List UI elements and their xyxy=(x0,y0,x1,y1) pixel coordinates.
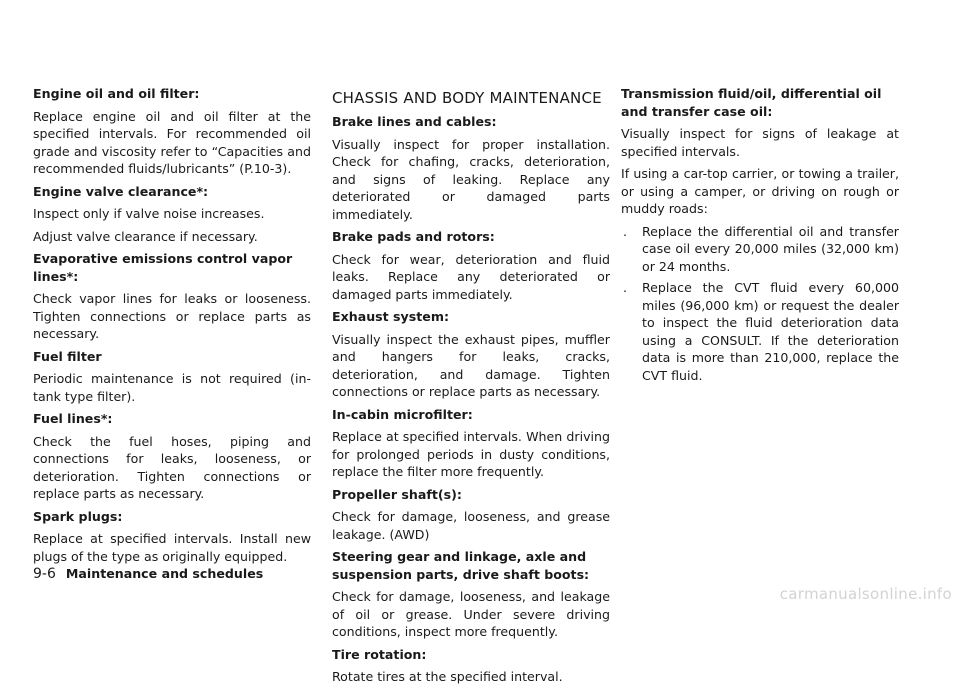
paragraph: If using a car-top carrier, or towing a trailer, or using a camper, or driving on rough or muddy roads: xyxy=(621,166,899,216)
bullet-item xyxy=(621,279,899,384)
item-heading: Brake lines and cables: xyxy=(332,114,497,129)
paragraph: Replace engine oil and oil filter at the specified intervals. For recommended oil grade and viscosity refer to “Capacities and recommended fluids/lubricants” (P.10-3). xyxy=(33,108,311,176)
item-heading: Transmission fluid/oil, differential oil and transfer case oil: xyxy=(621,86,882,119)
item-heading: Tire rotation: xyxy=(332,646,427,662)
item-heading: Fuel filter xyxy=(33,348,102,364)
bullet-list xyxy=(621,223,899,385)
item-heading: In-cabin microfilter: xyxy=(332,406,473,422)
bullet-item xyxy=(621,223,899,276)
bullet-text: Replace the differential oil and transfer case oil every 20,000 miles (32,000 km) or 24 months. xyxy=(642,223,899,274)
paragraph: Adjust valve clearance if necessary. xyxy=(33,228,258,244)
paragraph: Check for damage, looseness, and leakage of oil or grease. Under severe driving conditions, inspect more frequently. xyxy=(332,589,610,639)
paragraph: Check for damage, looseness, and grease leakage. (AWD) xyxy=(332,509,610,542)
section-heading: CHASSIS AND BODY MAINTENANCE xyxy=(332,89,602,107)
page-number: 9-6 xyxy=(33,566,56,582)
column-1 xyxy=(33,85,311,570)
paragraph: Visually inspect for proper installation. Check for chafing, cracks, deterioration, and signs of leaking. Replace any deteriorated or damaged parts immediately. xyxy=(332,136,610,222)
paragraph: Check for wear, deterioration and fluid leaks. Replace any deteriorated or damaged parts immediately. xyxy=(332,251,610,302)
paragraph: Inspect only if valve noise increases. xyxy=(33,206,265,221)
item-heading: Engine oil and oil filter: xyxy=(33,86,200,101)
watermark: carmanualsonline.info xyxy=(779,585,952,603)
bullet-marker: . xyxy=(623,223,628,239)
item-heading: Propeller shaft(s): xyxy=(332,486,462,502)
paragraph: Replace at specified intervals. When driving for prolonged periods in dusty conditions, replace the filter more frequently. xyxy=(332,429,610,479)
bullet-marker: . xyxy=(623,280,628,295)
paragraph: Rotate tires at the specified interval. xyxy=(332,669,563,684)
item-heading: Fuel lines*: xyxy=(33,411,113,426)
paragraph: Visually inspect for signs of leakage at specified intervals. xyxy=(621,126,899,159)
item-heading: Brake pads and rotors: xyxy=(332,229,495,244)
paragraph: Replace at specified intervals. Install new plugs of the type as originally equipped. xyxy=(33,531,311,564)
paragraph: Periodic maintenance is not required (in-tank type filter). xyxy=(33,371,311,404)
section-title: Maintenance and schedules xyxy=(65,566,264,581)
column-3 xyxy=(621,85,899,388)
paragraph: Check the fuel hoses, piping and connections for leaks, looseness, or deterioration. Tighten connections or replace parts as necessary. xyxy=(33,433,311,501)
item-heading: Steering gear and linkage, axle and suspension parts, drive shaft boots: xyxy=(332,549,590,582)
item-heading: Engine valve clearance*: xyxy=(33,183,209,199)
item-heading: Exhaust system: xyxy=(332,309,449,324)
paragraph: Check vapor lines for leaks or looseness. Tighten connections or replace parts as necessary. xyxy=(33,291,311,341)
page-footer xyxy=(33,566,263,582)
item-heading: Evaporative emissions control vapor lines*: xyxy=(33,251,293,284)
item-heading: Spark plugs: xyxy=(33,508,123,524)
paragraph: Visually inspect the exhaust pipes, muffler and hangers for leaks, cracks, deterioration, and damage. Tighten connections or replace parts as necessary. xyxy=(332,331,610,399)
bullet-text: Replace the CVT fluid every 60,000 miles (96,000 km) or request the dealer to inspect the fluid deterioration data using a CONSULT. If the deterioration data is more than 210,000, replace the CVT fluid. xyxy=(642,280,899,383)
column-2 xyxy=(332,85,610,691)
